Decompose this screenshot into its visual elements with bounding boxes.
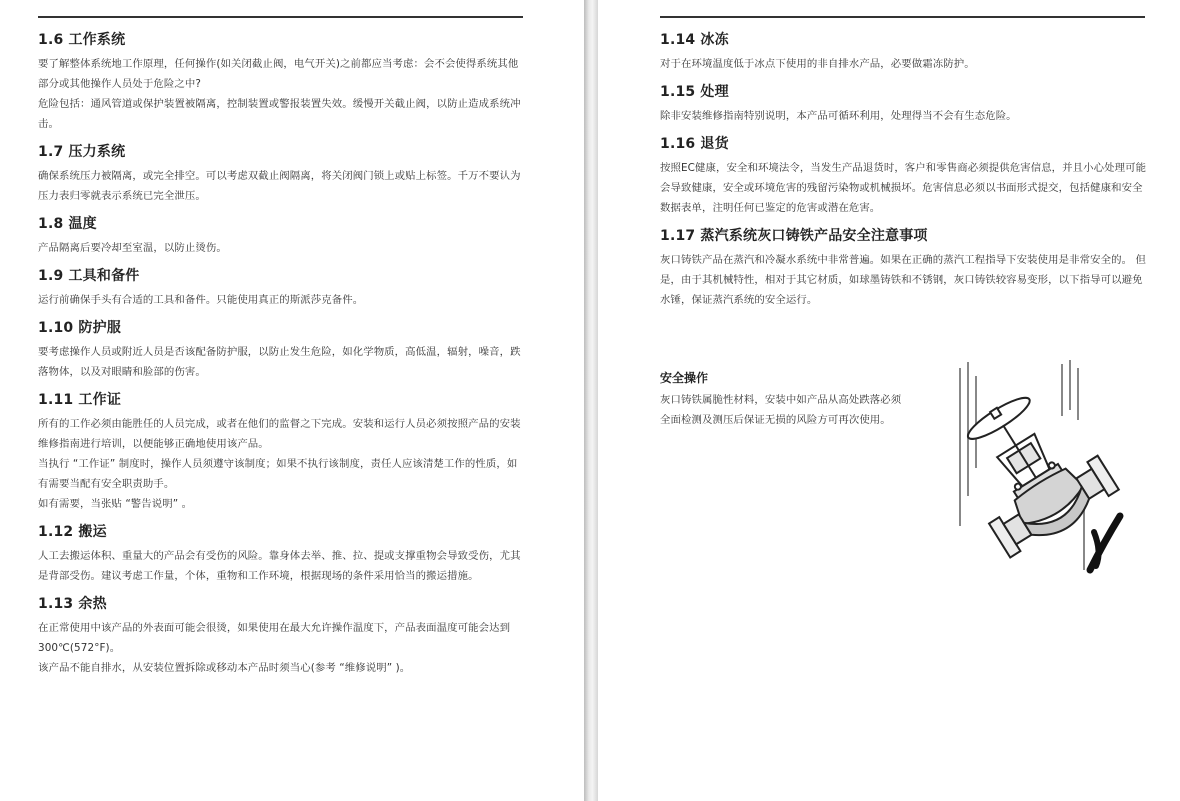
section-paragraph: 人工去搬运体积、重量大的产品会有受伤的风险。靠身体去举、推、拉、提或支撑重物会导致受伤，尤其是背部受伤。建议考虑工作量，个体，重物和工作环境，根据现场的条件采用恰当的搬运措施。 bbox=[38, 550, 521, 582]
section-title: 1.14 冰冻 bbox=[660, 32, 729, 48]
section-paragraph: 运行前确保手头有合适的工具和备件。只能使用真正的斯派莎克备件。 bbox=[38, 294, 364, 306]
cross-mark-icon bbox=[1090, 516, 1120, 570]
section-paragraph: 要考虑操作人员或附近人员是否该配备防护服，以防止发生危险，如化学物质，高低温，辐射，噪音，跌落物体，以及对眼睛和脸部的伤害。 bbox=[38, 346, 521, 378]
section-paragraph: 要了解整体系统地工作原理，任何操作(如关闭截止阀，电气开关)之前都应当考虑：会不会使得系统其他部分或其他操作人员处于危险之中? bbox=[38, 58, 519, 90]
section-paragraph: 除非安装维修指南特别说明，本产品可循环利用，处理得当不会有生态危险。 bbox=[660, 110, 1017, 122]
right-page bbox=[598, 0, 1180, 801]
falling-valve-icon bbox=[944, 356, 1134, 588]
section-paragraph: 如有需要，当张贴 “警告说明” 。 bbox=[38, 498, 193, 510]
section-paragraph: 对于在环境温度低于冰点下使用的非自排水产品，必要做霜冻防护。 bbox=[660, 58, 975, 70]
section-title: 1.13 余热 bbox=[38, 596, 107, 612]
section-paragraph: 确保系统压力被隔离，或完全排空。可以考虑双截止阀隔离，将关闭阀门锁上或贴上标签。千万不要认为压力表归零就表示系统已完全泄压。 bbox=[38, 170, 521, 202]
falling-valve-illustration bbox=[944, 356, 1134, 588]
section-1-13 bbox=[38, 594, 526, 678]
section-1-11 bbox=[38, 390, 526, 514]
section-paragraph: 灰口铸铁产品在蒸汽和冷凝水系统中非常普遍。如果在正确的蒸汽工程指导下安装使用是非常安全的。 但是，由于其机械特性，相对于其它材质，如球墨铸铁和不锈钢，灰口铸铁较容易变形，以下指导可以避免水锤，保证蒸汽系统的安全运行。 bbox=[660, 254, 1146, 306]
section-title: 1.6 工作系统 bbox=[38, 32, 126, 48]
section-paragraph: 当执行 “工作证” 制度时，操作人员须遵守该制度；如果不执行该制度，责任人应该清楚工作的性质，如有需要当配有安全职责助手。 bbox=[38, 458, 518, 490]
section-title: 1.8 温度 bbox=[38, 216, 97, 232]
left-column bbox=[38, 30, 526, 678]
right-column bbox=[660, 30, 1152, 310]
section-1-14 bbox=[660, 30, 1152, 74]
section-1-7 bbox=[38, 142, 526, 206]
section-1-8 bbox=[38, 214, 526, 258]
top-rule bbox=[660, 16, 1145, 18]
section-paragraph: 所有的工作必须由能胜任的人员完成，或者在他们的监督之下完成。安装和运行人员必须按照产品的安装维修指南进行培训，以便能够正确地使用该产品。 bbox=[38, 418, 521, 450]
top-rule bbox=[38, 16, 523, 18]
section-1-17 bbox=[660, 226, 1152, 310]
left-page bbox=[0, 0, 584, 801]
safety-note-text: 灰口铸铁属脆性材料，安装中如产品从高处跌落必须全面检测及测压后保证无损的风险方可再次使用。 bbox=[660, 394, 902, 426]
section-title: 1.15 处理 bbox=[660, 84, 729, 100]
section-title: 1.17 蒸汽系统灰口铸铁产品安全注意事项 bbox=[660, 228, 928, 244]
section-1-12 bbox=[38, 522, 526, 586]
page-gutter bbox=[584, 0, 598, 801]
section-title: 1.7 压力系统 bbox=[38, 144, 126, 160]
section-1-9 bbox=[38, 266, 526, 310]
section-paragraph: 产品隔离后要冷却至室温，以防止烫伤。 bbox=[38, 242, 227, 254]
section-paragraph: 危险包括：通风管道或保护装置被隔离，控制装置或警报装置失效。缓慢开关截止阀，以防止造成系统冲击。 bbox=[38, 98, 521, 130]
section-1-15 bbox=[660, 82, 1152, 126]
section-title: 1.12 搬运 bbox=[38, 524, 107, 540]
section-paragraph: 按照EC健康，安全和环境法令，当发生产品退货时，客户和零售商必须提供危害信息，并且小心处理可能会导致健康，安全或环境危害的残留污染物或机械损坏。危害信息必须以书面形式提交，包括健康和安全数据表单，注明任何已鉴定的危害或潜在危害。 bbox=[660, 162, 1147, 214]
section-title: 1.16 退货 bbox=[660, 136, 729, 152]
section-paragraph: 在正常使用中该产品的外表面可能会很烫，如果使用在最大允许操作温度下，产品表面温度可能会达到300℃(572°F)。 bbox=[38, 622, 511, 654]
section-title: 1.11 工作证 bbox=[38, 392, 122, 408]
safety-note-title: 安全操作 bbox=[660, 371, 709, 385]
section-1-6 bbox=[38, 30, 526, 134]
section-1-10 bbox=[38, 318, 526, 382]
safety-note bbox=[660, 368, 910, 430]
section-paragraph: 该产品不能自排水，从安装位置拆除或移动本产品时须当心(参考 “维修说明” )。 bbox=[38, 662, 411, 674]
section-title: 1.10 防护服 bbox=[38, 320, 122, 336]
section-title: 1.9 工具和备件 bbox=[38, 268, 140, 284]
section-1-16 bbox=[660, 134, 1152, 218]
